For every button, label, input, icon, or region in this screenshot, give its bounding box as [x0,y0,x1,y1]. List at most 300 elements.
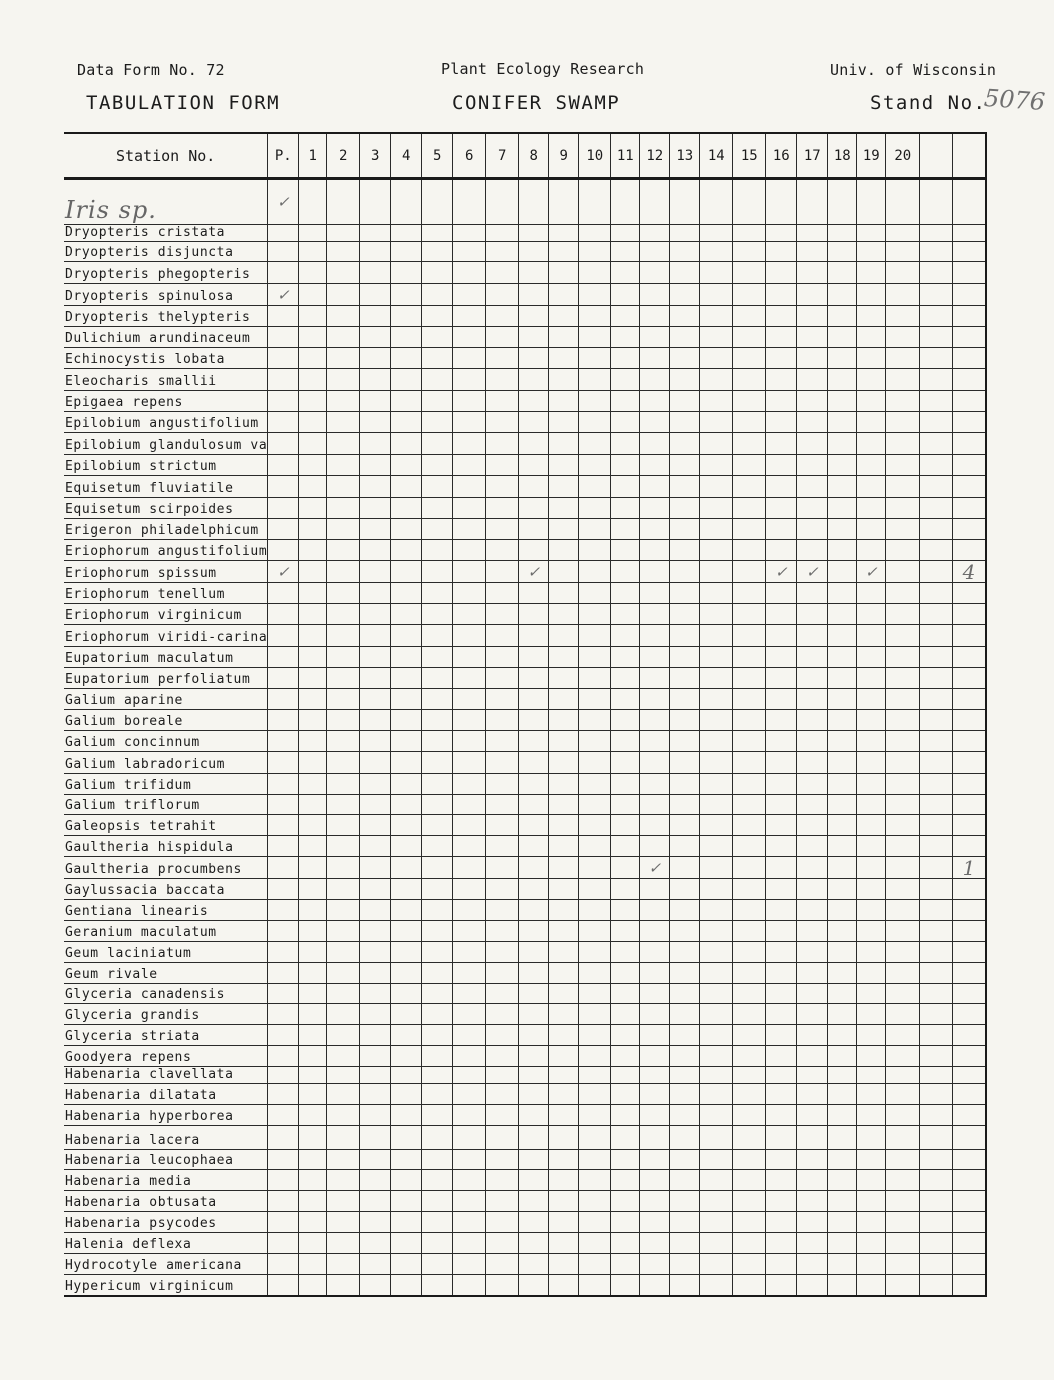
station-cell[interactable] [327,1004,360,1025]
station-cell[interactable] [486,1212,519,1233]
station-cell[interactable] [953,391,986,412]
station-cell[interactable] [453,921,486,942]
station-cell[interactable] [579,1150,611,1170]
station-cell[interactable] [857,879,886,900]
station-cell[interactable] [391,795,422,815]
station-cell[interactable] [766,752,797,774]
station-cell[interactable] [797,179,828,225]
station-cell[interactable] [268,369,299,391]
station-cell[interactable] [453,1025,486,1046]
station-cell[interactable] [519,306,549,327]
station-cell[interactable] [549,710,579,731]
station-cell[interactable] [268,857,299,879]
station-cell[interactable] [640,348,670,369]
station-cell[interactable] [640,647,670,668]
station-cell[interactable] [797,668,828,689]
station-cell[interactable] [920,689,953,710]
station-cell[interactable] [519,774,549,795]
station-cell[interactable] [857,604,886,625]
station-cell[interactable] [797,306,828,327]
station-cell[interactable] [611,476,640,498]
station-cell[interactable] [422,455,453,476]
station-cell[interactable] [549,1212,579,1233]
station-cell[interactable] [453,455,486,476]
station-cell[interactable] [797,1126,828,1150]
station-cell[interactable] [733,1105,766,1126]
station-cell[interactable] [640,1067,670,1084]
station-cell[interactable] [453,391,486,412]
station-cell[interactable] [953,1004,986,1025]
station-cell[interactable] [700,433,733,455]
station-cell[interactable] [920,1275,953,1296]
station-cell[interactable] [327,1254,360,1275]
station-cell[interactable] [953,455,986,476]
station-cell[interactable] [422,306,453,327]
station-cell[interactable] [828,391,857,412]
station-cell[interactable] [453,284,486,306]
station-cell[interactable] [453,1084,486,1105]
station-cell[interactable] [857,306,886,327]
station-cell[interactable] [360,710,391,731]
station-cell[interactable] [920,963,953,984]
station-cell[interactable] [828,1067,857,1084]
station-cell[interactable] [857,1233,886,1254]
station-cell[interactable] [920,1004,953,1025]
station-cell[interactable] [327,1126,360,1150]
station-cell[interactable] [611,1254,640,1275]
station-cell[interactable] [579,795,611,815]
station-cell[interactable] [953,1275,986,1296]
station-cell[interactable] [797,900,828,921]
station-cell[interactable] [519,1233,549,1254]
station-cell[interactable] [611,1004,640,1025]
station-cell[interactable] [828,583,857,604]
station-cell[interactable] [422,498,453,519]
station-cell[interactable] [486,731,519,752]
station-cell[interactable] [549,1254,579,1275]
station-cell[interactable] [327,795,360,815]
station-cell[interactable] [920,306,953,327]
station-cell[interactable] [268,1191,299,1212]
station-cell[interactable] [797,752,828,774]
station-cell[interactable] [391,306,422,327]
station-cell[interactable] [953,963,986,984]
station-cell[interactable] [700,561,733,583]
station-cell[interactable] [391,1126,422,1150]
station-cell[interactable] [886,879,920,900]
station-cell[interactable] [700,836,733,857]
station-cell[interactable] [519,1150,549,1170]
station-cell[interactable] [797,795,828,815]
station-cell[interactable] [579,1046,611,1067]
station-cell[interactable] [670,984,700,1004]
station-cell[interactable] [700,540,733,561]
station-cell[interactable] [327,561,360,583]
station-cell[interactable]: ✓ [640,857,670,879]
station-cell[interactable] [549,647,579,668]
station-cell[interactable] [486,857,519,879]
station-cell[interactable] [857,942,886,963]
station-cell[interactable] [920,1170,953,1191]
station-cell[interactable] [797,815,828,836]
station-cell[interactable] [611,1170,640,1191]
station-cell[interactable] [453,1254,486,1275]
station-cell[interactable] [640,1004,670,1025]
station-cell[interactable] [422,262,453,284]
station-cell[interactable] [670,306,700,327]
station-cell[interactable] [579,284,611,306]
station-cell[interactable] [391,540,422,561]
station-cell[interactable] [519,836,549,857]
station-cell[interactable] [327,774,360,795]
station-cell[interactable] [360,540,391,561]
station-cell[interactable] [519,242,549,262]
station-cell[interactable] [549,1067,579,1084]
station-cell[interactable] [920,942,953,963]
station-cell[interactable] [828,369,857,391]
station-cell[interactable] [733,242,766,262]
station-cell[interactable] [886,604,920,625]
station-cell[interactable] [519,433,549,455]
station-cell[interactable] [886,942,920,963]
station-cell[interactable] [549,348,579,369]
station-cell[interactable] [828,540,857,561]
station-cell[interactable] [766,391,797,412]
station-cell[interactable] [549,900,579,921]
station-cell[interactable] [733,1004,766,1025]
station-cell[interactable] [422,369,453,391]
station-cell[interactable] [886,1126,920,1150]
station-cell[interactable] [360,433,391,455]
station-cell[interactable] [733,179,766,225]
station-cell[interactable] [886,710,920,731]
station-cell[interactable] [797,242,828,262]
station-cell[interactable] [700,1191,733,1212]
station-cell[interactable] [700,647,733,668]
station-cell[interactable] [797,1254,828,1275]
station-cell[interactable] [766,369,797,391]
station-cell[interactable] [766,1191,797,1212]
station-cell[interactable] [579,1275,611,1296]
station-cell[interactable] [953,984,986,1004]
station-cell[interactable] [766,710,797,731]
station-cell[interactable] [391,857,422,879]
station-cell[interactable] [453,1067,486,1084]
station-cell[interactable] [828,900,857,921]
station-cell[interactable] [700,900,733,921]
station-cell[interactable] [519,857,549,879]
station-cell[interactable] [299,242,327,262]
station-cell[interactable] [360,689,391,710]
station-cell[interactable]: ✓ [797,561,828,583]
station-cell[interactable] [579,540,611,561]
station-cell[interactable] [391,1067,422,1084]
station-cell[interactable] [733,348,766,369]
station-cell[interactable] [733,604,766,625]
station-cell[interactable] [766,433,797,455]
station-cell[interactable] [268,242,299,262]
station-cell[interactable] [766,476,797,498]
station-cell[interactable] [422,225,453,242]
station-cell[interactable] [797,583,828,604]
station-cell[interactable] [327,1212,360,1233]
station-cell[interactable] [766,1212,797,1233]
station-cell[interactable] [797,455,828,476]
station-cell[interactable] [486,348,519,369]
station-cell[interactable] [360,900,391,921]
station-cell[interactable] [391,1275,422,1296]
station-cell[interactable] [733,284,766,306]
station-cell[interactable] [549,225,579,242]
station-cell[interactable] [733,455,766,476]
station-cell[interactable] [268,815,299,836]
station-cell[interactable] [327,963,360,984]
station-cell[interactable] [640,731,670,752]
station-cell[interactable] [857,1170,886,1191]
station-cell[interactable] [670,433,700,455]
station-cell[interactable] [519,327,549,348]
station-cell[interactable] [828,284,857,306]
station-cell[interactable] [670,1105,700,1126]
station-cell[interactable] [670,583,700,604]
station-cell[interactable] [360,284,391,306]
station-cell[interactable] [828,604,857,625]
station-cell[interactable] [268,1084,299,1105]
station-cell[interactable] [700,1170,733,1191]
station-cell[interactable] [422,963,453,984]
station-cell[interactable] [391,1105,422,1126]
station-cell[interactable]: ✓ [268,179,299,225]
station-cell[interactable] [327,1191,360,1212]
station-cell[interactable] [766,519,797,540]
station-cell[interactable] [886,1275,920,1296]
station-cell[interactable] [611,752,640,774]
station-cell[interactable] [766,1150,797,1170]
station-cell[interactable] [700,1233,733,1254]
station-cell[interactable] [611,1150,640,1170]
station-cell[interactable] [886,1150,920,1170]
station-cell[interactable] [268,1150,299,1170]
station-cell[interactable] [299,348,327,369]
station-cell[interactable] [422,921,453,942]
station-cell[interactable] [549,1004,579,1025]
station-cell[interactable] [640,689,670,710]
station-cell[interactable] [299,647,327,668]
station-cell[interactable] [733,1084,766,1105]
station-cell[interactable] [519,815,549,836]
station-cell[interactable] [611,455,640,476]
station-cell[interactable] [299,795,327,815]
station-cell[interactable] [299,391,327,412]
station-cell[interactable] [670,942,700,963]
station-cell[interactable] [549,1150,579,1170]
station-cell[interactable] [549,668,579,689]
station-cell[interactable] [486,984,519,1004]
station-cell[interactable] [299,498,327,519]
station-cell[interactable] [766,1025,797,1046]
station-cell[interactable] [640,836,670,857]
station-cell[interactable] [268,498,299,519]
station-cell[interactable] [327,519,360,540]
station-cell[interactable] [857,519,886,540]
station-cell[interactable] [327,1046,360,1067]
station-cell[interactable] [579,476,611,498]
station-cell[interactable]: ✓ [268,561,299,583]
station-cell[interactable] [953,900,986,921]
station-cell[interactable] [268,583,299,604]
station-cell[interactable] [640,900,670,921]
station-cell[interactable] [268,412,299,433]
station-cell[interactable] [268,710,299,731]
station-cell[interactable] [549,963,579,984]
station-cell[interactable] [519,963,549,984]
station-cell[interactable] [766,1004,797,1025]
station-cell[interactable] [327,433,360,455]
station-cell[interactable] [360,225,391,242]
station-cell[interactable] [886,476,920,498]
station-cell[interactable] [579,262,611,284]
station-cell[interactable] [700,1254,733,1275]
station-cell[interactable] [268,1170,299,1191]
station-cell[interactable] [640,963,670,984]
station-cell[interactable] [611,984,640,1004]
station-cell[interactable] [920,1067,953,1084]
station-cell[interactable] [611,327,640,348]
station-cell[interactable] [268,1126,299,1150]
station-cell[interactable] [640,879,670,900]
station-cell[interactable] [549,1275,579,1296]
station-cell[interactable] [579,752,611,774]
station-cell[interactable]: ✓ [268,284,299,306]
station-cell[interactable] [700,1212,733,1233]
station-cell[interactable] [611,1275,640,1296]
station-cell[interactable] [422,179,453,225]
station-cell[interactable] [733,774,766,795]
station-cell[interactable] [268,225,299,242]
station-cell[interactable] [766,815,797,836]
station-cell[interactable] [299,262,327,284]
station-cell[interactable] [549,1233,579,1254]
station-cell[interactable] [828,1025,857,1046]
station-cell[interactable] [797,604,828,625]
station-cell[interactable] [422,689,453,710]
station-cell[interactable] [611,179,640,225]
station-cell[interactable] [391,391,422,412]
station-cell[interactable] [549,498,579,519]
station-cell[interactable] [486,225,519,242]
station-cell[interactable] [486,921,519,942]
station-cell[interactable] [391,242,422,262]
station-cell[interactable] [733,498,766,519]
station-cell[interactable] [640,327,670,348]
station-cell[interactable] [886,1046,920,1067]
station-cell[interactable] [391,963,422,984]
station-cell[interactable] [299,942,327,963]
station-cell[interactable] [953,1191,986,1212]
station-cell[interactable] [700,921,733,942]
station-cell[interactable] [828,1275,857,1296]
station-cell[interactable] [733,879,766,900]
station-cell[interactable] [579,1170,611,1191]
station-cell[interactable] [391,225,422,242]
station-cell[interactable] [640,262,670,284]
station-cell[interactable] [670,412,700,433]
station-cell[interactable] [920,1233,953,1254]
station-cell[interactable] [549,774,579,795]
station-cell[interactable] [797,1170,828,1191]
station-cell[interactable] [857,179,886,225]
station-cell[interactable] [299,519,327,540]
station-cell[interactable] [828,306,857,327]
station-cell[interactable] [486,327,519,348]
station-cell[interactable] [886,583,920,604]
station-cell[interactable] [579,815,611,836]
station-cell[interactable] [453,647,486,668]
station-cell[interactable] [700,412,733,433]
station-cell[interactable] [828,1254,857,1275]
station-cell[interactable] [640,625,670,647]
station-cell[interactable] [886,774,920,795]
station-cell[interactable] [611,900,640,921]
station-cell[interactable] [327,476,360,498]
station-cell[interactable] [519,540,549,561]
station-cell[interactable] [700,225,733,242]
station-cell[interactable] [579,731,611,752]
station-cell[interactable] [422,1170,453,1191]
station-cell[interactable] [391,731,422,752]
station-cell[interactable] [857,1105,886,1126]
station-cell[interactable] [391,433,422,455]
station-cell[interactable] [391,561,422,583]
station-cell[interactable] [886,262,920,284]
station-cell[interactable] [360,476,391,498]
station-cell[interactable] [611,774,640,795]
station-cell[interactable] [579,498,611,519]
station-cell[interactable] [360,348,391,369]
station-cell[interactable] [579,1105,611,1126]
station-cell[interactable] [953,1212,986,1233]
station-cell[interactable] [857,583,886,604]
station-cell[interactable] [700,179,733,225]
station-cell[interactable] [360,1084,391,1105]
station-cell[interactable] [611,710,640,731]
station-cell[interactable] [700,752,733,774]
station-cell[interactable] [299,561,327,583]
station-cell[interactable] [640,1233,670,1254]
station-cell[interactable] [391,942,422,963]
station-cell[interactable] [391,498,422,519]
station-cell[interactable] [519,1275,549,1296]
station-cell[interactable] [422,1191,453,1212]
station-cell[interactable] [422,433,453,455]
station-cell[interactable] [486,647,519,668]
station-cell[interactable] [299,1191,327,1212]
station-cell[interactable] [700,242,733,262]
station-cell[interactable] [268,327,299,348]
station-cell[interactable] [579,668,611,689]
station-cell[interactable] [828,1126,857,1150]
station-cell[interactable] [700,583,733,604]
station-cell[interactable] [670,689,700,710]
station-cell[interactable] [579,412,611,433]
station-cell[interactable] [886,1170,920,1191]
station-cell[interactable] [953,1150,986,1170]
station-cell[interactable] [766,604,797,625]
station-cell[interactable] [299,668,327,689]
station-cell[interactable] [327,583,360,604]
station-cell[interactable] [828,348,857,369]
station-cell[interactable] [670,348,700,369]
